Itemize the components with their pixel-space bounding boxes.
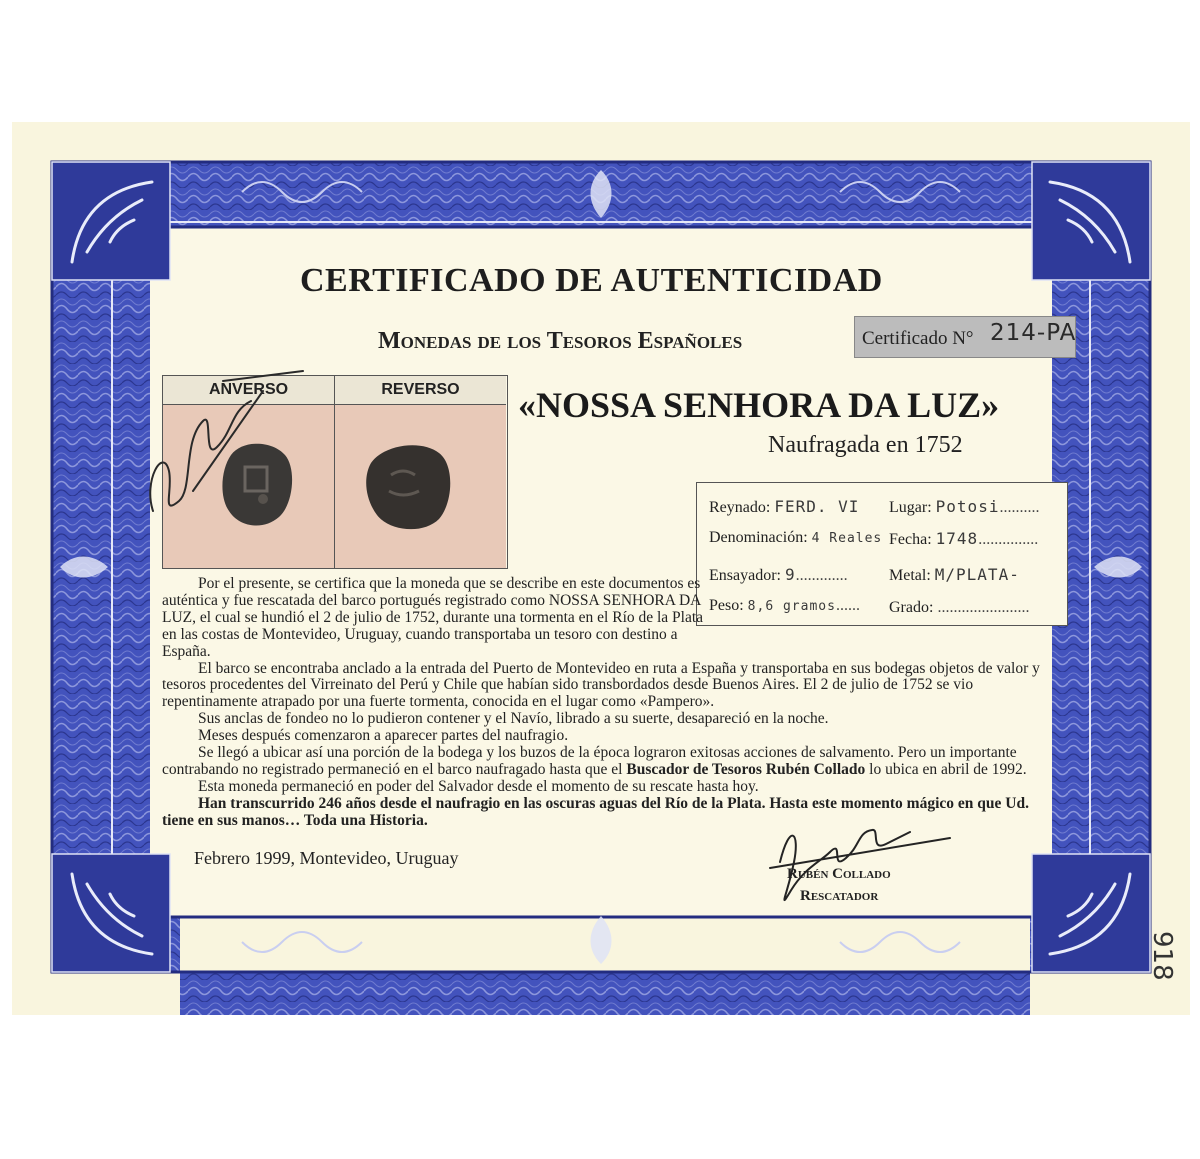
obverse-label: ANVERSO: [163, 376, 335, 405]
wreck-note: Naufragada en 1752: [768, 432, 963, 458]
metal-label: Metal:: [889, 567, 931, 584]
handwritten-side-number: 918: [1147, 931, 1177, 981]
signature-scribble: [133, 351, 333, 541]
body-paragraph-6: Esta moneda permaneció en poder del Salvador desde el momento de su rescate hasta hoy.: [198, 777, 759, 795]
reinado-row: [709, 497, 859, 517]
date-place: Febrero 1999, Montevideo, Uruguay: [194, 848, 459, 868]
lugar-label: Lugar:: [889, 499, 932, 516]
reinado-value: FERD. VI: [774, 497, 860, 516]
signer-role: Rescatador: [800, 888, 879, 904]
certificate-body: [162, 576, 1062, 830]
body-paragraph-4: Meses después comenzaron a aparecer partes del naufragio.: [198, 727, 569, 745]
certificate-number-label: Certificado N°: [862, 328, 974, 349]
rescuer-name-bold: Buscador de Tesoros Rubén Collado: [626, 760, 866, 778]
ensayador-label: Ensayador:: [709, 567, 781, 584]
body-paragraph-1: Por el presente, se certifica que la moneda que se describe en este documentos es auténtica y fue rescatada del barco portugués registrado como NOSSA SENHORA DA LUZ, el cual se hundió el 2 de julio de 1752, durante una tormenta en el Río de la Plata en las costas de Montevideo, Uruguay, cuando transportaba un tesoro con destino a España.: [162, 575, 704, 660]
body-paragraph-3: Sus anclas de fondeo no lo pudieron contener y el Navío, librado a su suerte, desapareció en la noche.: [198, 710, 829, 728]
ensayador-row: Ensayador: 9.............: [709, 565, 848, 584]
body-paragraph-5c: lo ubica en abril de 1992.: [865, 760, 1027, 778]
denominacion-value: 4 Reales: [811, 531, 883, 546]
body-paragraph-5: [162, 745, 1062, 779]
body-paragraph-5a: Se llegó a ubicar así una porción de la bodega y los buzos de la época lograron exitosas acciones de salvamento. Pero un importante contrabando no registrado permaneció en el barco naufragado hasta que el: [162, 744, 1017, 778]
fecha-value: 1748: [935, 529, 979, 548]
peso-label: Peso:: [709, 597, 744, 614]
reverse-label: REVERSO: [335, 376, 506, 405]
signer-name: Rubén Collado: [787, 866, 891, 882]
lugar-value: Potosi: [935, 497, 1000, 516]
ensayador-value: 9: [784, 565, 796, 584]
ship-name: «NOSSA SENHORA DA LUZ»: [518, 385, 1000, 425]
lugar-row: Lugar: Potosi..........: [889, 497, 1040, 516]
reverse-photo: [335, 405, 506, 568]
denominacion-row: [709, 529, 882, 547]
fecha-label: Fecha:: [889, 531, 932, 548]
body-paragraph-7: Han transcurrido 246 años desde el naufragio en las oscuras aguas del Río de la Plata. Hasta este momento mágico en que Ud. tiene en sus manos… Toda una Historia.: [162, 794, 1029, 829]
certificate-number-value: 214-PA: [990, 320, 1077, 346]
denominacion-label: Denominación:: [709, 529, 808, 546]
grado-label: Grado:: [889, 599, 934, 616]
body-paragraph-2: El barco se encontraba anclado a la entrada del Puerto de Montevideo en ruta a España y transportaba en sus bodegas objetos de valor y tesoros procedentes del Virreinato del Perú y Chile que habían sido transbordados desde Buenos Aires. El 2 de julio de 1752 se vio repentinamente atrapado por una fuerte tormenta, conocida en el lugar como «Pampero».: [162, 659, 1040, 711]
certificate-subtitle: Monedas de los Tesoros Españoles: [378, 328, 743, 354]
coin-panel: [162, 375, 508, 569]
reinado-label: Reynado:: [709, 499, 771, 516]
grado-row: Grado: .......................: [889, 599, 1030, 616]
fecha-row: Fecha: 1748...............: [889, 529, 1039, 548]
metal-value: M/PLATA-: [934, 565, 1020, 584]
peso-row: Peso: 8,6 gramos......: [709, 597, 860, 614]
peso-value: 8,6 gramos: [747, 599, 836, 614]
certificate-title: CERTIFICADO DE AUTENTICIDAD: [300, 262, 883, 299]
